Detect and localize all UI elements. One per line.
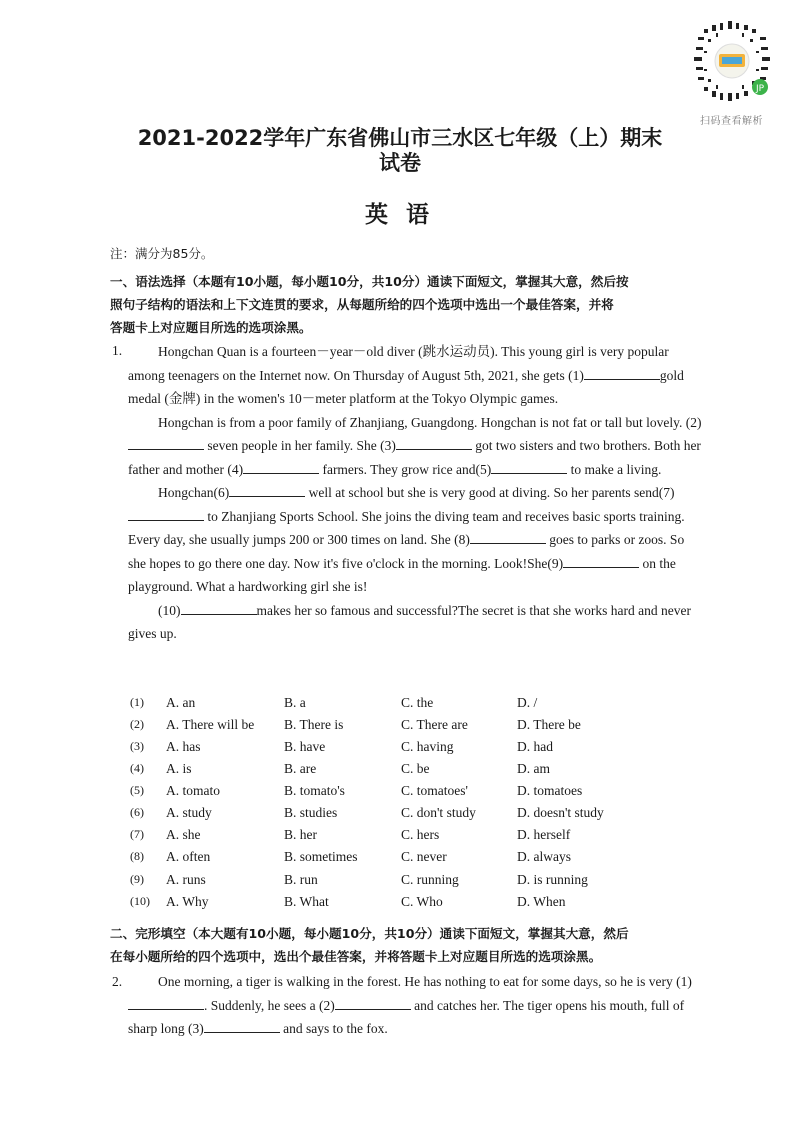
option-number: (5) [130, 783, 144, 797]
option-b[interactable]: B. sometimes [284, 849, 358, 864]
passage1-paragraph-3 [128, 481, 702, 599]
subject-heading: 英语 [365, 202, 447, 228]
section1-heading-line2: 照句子结构的语法和上下文连贯的要求，从每题所给的四个选项中选出一个最佳答案，并将 [110, 297, 614, 312]
question-number-1: 1. [112, 343, 123, 358]
passage-text: got two sisters and two brothers. Both her father and mother (4) [128, 438, 701, 477]
passage-text: on the playground. What a hardworking girl she is! [128, 555, 676, 594]
passage-text: One morning, a tiger is walking in the forest. He has nothing to eat for some days, so he is very (1) [158, 974, 692, 989]
passage1-paragraph-4 [128, 599, 702, 646]
option-a[interactable]: A. often [166, 849, 211, 864]
passage-2 [128, 970, 702, 1041]
answer-blank-c1 [128, 995, 204, 1010]
option-number: (10) [130, 894, 150, 908]
option-b[interactable]: B. What [284, 894, 329, 909]
section1-heading-line1: 一、语法选择（本题有10小题，每小题10分，共10分）通读下面短文，掌握其大意，然后按 [110, 274, 629, 289]
option-a[interactable]: A. is [166, 761, 192, 776]
option-row-7 [130, 827, 690, 849]
option-d[interactable]: D. always [517, 849, 571, 864]
passage-text: farmers. They grow rice and(5) [319, 461, 492, 477]
answer-blank-8 [470, 529, 546, 544]
option-number: (7) [130, 827, 144, 841]
passage-text: and says to the fox. [279, 1021, 388, 1036]
answer-blank-3 [396, 435, 472, 450]
option-row-9 [130, 872, 690, 894]
option-a[interactable]: A. study [166, 805, 212, 820]
passage-text: and catches her. The tiger opens his mouth, full of sharp long (3) [128, 997, 685, 1036]
answer-blank-7 [128, 506, 204, 521]
option-c[interactable]: C. hers [401, 827, 440, 842]
option-a[interactable]: A. runs [166, 872, 206, 887]
option-number: (6) [130, 805, 144, 819]
passage-text: to Zhanjiang Sports School. She joins the diving team and receives basic sports training. Every day, she usually jumps 200 or 300 times on land. She (8) [128, 508, 685, 547]
answer-blank-2 [128, 435, 204, 450]
option-b[interactable]: B. There is [284, 717, 344, 732]
option-b[interactable]: B. are [284, 761, 317, 776]
option-d[interactable]: D. When [517, 894, 566, 909]
option-row-6 [130, 805, 690, 827]
option-c[interactable]: C. never [401, 849, 447, 864]
option-c[interactable]: C. Who [401, 894, 443, 909]
passage-text: well at school but she is very good at diving. So her parents send(7) [305, 485, 675, 500]
option-a[interactable]: A. an [166, 695, 196, 710]
option-number: (8) [130, 849, 144, 863]
exam-title [100, 126, 700, 176]
qr-caption: 扫码查看解析 [700, 116, 763, 127]
option-c[interactable]: C. the [401, 695, 434, 710]
option-c[interactable]: C. running [401, 872, 459, 887]
passage-text: makes her so famous and successful?The secret is that she works hard and never gives up. [128, 602, 691, 641]
option-a[interactable]: A. has [166, 739, 201, 754]
section1-heading [110, 270, 702, 339]
option-b[interactable]: B. run [284, 872, 318, 887]
passage-text: gold medal (金牌) in the women's 10－meter platform at the Tokyo Olympic games. [128, 367, 684, 406]
option-c[interactable]: C. There are [401, 717, 468, 732]
option-c[interactable]: C. don't study [401, 805, 476, 820]
option-d[interactable]: D. is running [517, 872, 588, 887]
answer-blank-5 [491, 459, 567, 474]
option-a[interactable]: A. Why [166, 894, 209, 909]
option-b[interactable]: B. her [284, 827, 317, 842]
option-b[interactable]: B. tomato's [284, 783, 345, 798]
section2-heading-line1: 二、完形填空（本大题有10小题，每小题10分，共10分）通读下面短文，掌握其大意，然后 [110, 926, 629, 941]
option-b[interactable]: B. studies [284, 805, 338, 820]
option-d[interactable]: D. There be [517, 717, 581, 732]
option-number: (3) [130, 739, 144, 753]
option-row-5 [130, 783, 690, 805]
option-a[interactable]: A. she [166, 827, 201, 842]
qr-code-image [686, 15, 778, 107]
option-number: (1) [130, 695, 144, 709]
option-row-4 [130, 761, 690, 783]
option-row-2 [130, 717, 690, 739]
option-c[interactable]: C. tomatoes' [401, 783, 468, 798]
option-d[interactable]: D. doesn't study [517, 805, 604, 820]
passage-text: Hongchan(6) [158, 485, 230, 500]
option-c[interactable]: C. be [401, 761, 430, 776]
passage-text: goes to parks or zoos. So she hopes to go there one day. Now it's five o'clock in the morning. Look!She(9) [128, 532, 685, 571]
answer-blank-6 [229, 482, 305, 497]
answer-blank-10 [181, 600, 257, 615]
option-b[interactable]: B. a [284, 695, 306, 710]
section1-heading-line3: 答题卡上对应题目所选的选项涂黑。 [110, 320, 312, 335]
option-d[interactable]: D. / [517, 695, 538, 710]
option-number: (4) [130, 761, 144, 775]
option-number: (9) [130, 872, 144, 886]
svg-text:JP: JP [755, 84, 765, 94]
answer-blank-c3 [204, 1018, 280, 1033]
option-d[interactable]: D. had [517, 739, 553, 754]
passage-text: seven people in her family. She (3) [204, 438, 396, 453]
answer-blank-4 [243, 459, 319, 474]
passage-1 [128, 340, 702, 646]
passage1-paragraph-2 [128, 411, 702, 482]
question-number-2: 2. [112, 974, 123, 989]
section2-heading-line2: 在每小题所给的四个选项中，选出个最佳答案，并将答题卡上对应题目所选的选项涂黑。 [110, 949, 602, 964]
title-line-2: 试卷 [379, 151, 421, 175]
answer-blank-1 [584, 365, 660, 380]
option-number: (2) [130, 717, 144, 731]
option-d[interactable]: D. herself [517, 827, 571, 842]
passage1-paragraph-1 [128, 340, 702, 411]
passage-text: to make a living. [567, 461, 662, 477]
option-row-8 [130, 849, 690, 871]
option-row-1 [130, 695, 690, 717]
option-a[interactable]: A. tomato [166, 783, 220, 798]
passage-text: Hongchan is from a poor family of Zhanjiang, Guangdong. Hongchan is not fat or tall but lovely. (2) [158, 414, 702, 430]
passage2-paragraph-1 [128, 970, 702, 1041]
option-row-10 [130, 894, 690, 916]
answer-blank-c2 [335, 995, 411, 1010]
option-c[interactable]: C. having [401, 739, 454, 754]
option-a[interactable]: A. There will be [166, 717, 255, 732]
title-line-1: 2021-2022学年广东省佛山市三水区七年级（上）期末 [137, 126, 663, 150]
passage-text: (10) [158, 602, 181, 618]
passage-text: . Suddenly, he sees a (2) [204, 997, 335, 1013]
option-d[interactable]: D. tomatoes [517, 783, 583, 798]
option-b[interactable]: B. have [284, 739, 326, 754]
section2-heading [110, 922, 702, 968]
answer-blank-9 [563, 553, 639, 568]
passage-text: Hongchan Quan is a fourteen－year－old diver (跳水运动员). This young girl is very popular among teenagers on the Internet now. On Thursday of August 5th, 2021, she gets (1) [128, 344, 669, 383]
score-note: 注：满分为85分。 [110, 246, 214, 261]
option-d[interactable]: D. am [517, 761, 550, 776]
option-row-3 [130, 739, 690, 761]
